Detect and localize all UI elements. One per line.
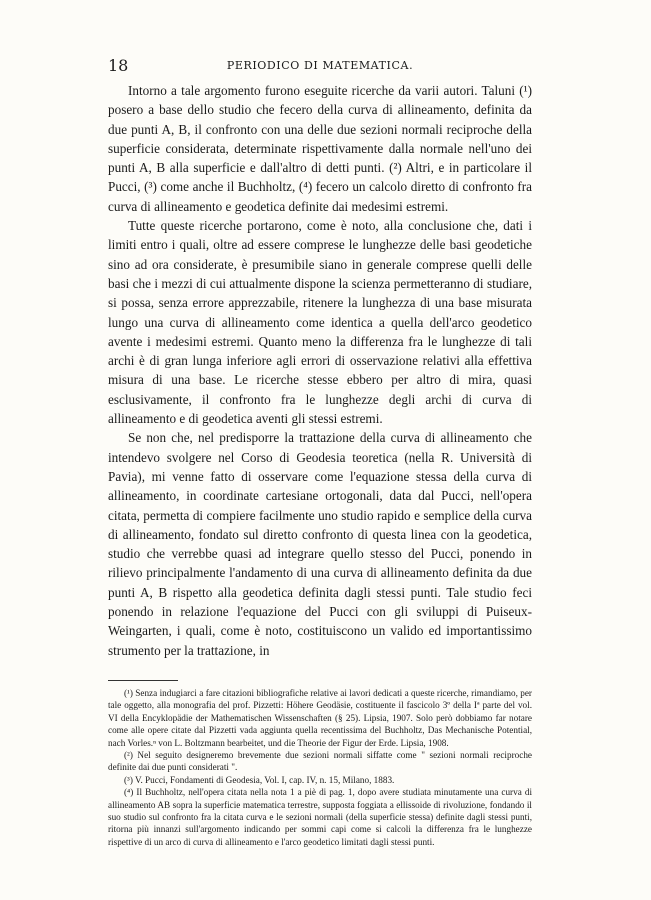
page xyxy=(108,56,532,848)
footnote: (⁴) Il Buchholtz, nell'opera citata nella nota 1 a piè di pag. 1, dopo avere studiata minutamente una curva di allineamento AB sopra la superficie matematica terrestre, supposta foggiata a ellissoide di rivoluzione, fondando il suo studio sul confronto fra la citata curva e le sezioni normali (della superficie stessa) definite dagli stessi punti, ritorna più innanzi sull'argomento indicando per sommi capi come si calcoli la differenza fra le lunghezze rispettive di un arco di curva di allineamento e l'arco geodetico limitati dagli stessi punti. xyxy=(108,787,532,847)
paragraph: Intorno a tale argomento furono eseguite ricerche da varii autori. Taluni (¹) posero a base dello studio che fecero della curva di allineamento, definita da due punti A, B, il confronto con una delle due sezioni normali reciproche della superficie considerata, determinate rispettivamente dalla normale nell'uno dei punti A, B alla superficie e dall'altro di detti punti. (²) Altri, e in particolare il Pucci, (³) come anche il Buchholtz, (⁴) fecero un calcolo diretto di confronto fra curva di allineamento e geodetica definite dai medesimi estremi. xyxy=(108,83,532,214)
page-header xyxy=(108,56,532,78)
footnote-divider xyxy=(108,680,178,681)
page-number: 18 xyxy=(108,56,129,75)
body-text xyxy=(108,81,532,660)
paragraph: Se non che, nel predisporre la trattazione della curva di allineamento che intendevo svolgere nel Corso di Geodesia teoretica (nella R. Università di Pavia), mi venne fatto di osservare come l'equazione stessa della curva di allineamento, in coordinate cartesiane ortogonali, data dal Pucci, nell'opera citata, permetta di compiere facilmente uno studio rapido e semplice della curva di allineamento, fondato sul diretto confronto di questa linea con la geodetica, studio che verrebbe quasi ad integrare quello stesso del Pucci, ponendo in rilievo principalmente l'andamento di una curva di allineamento definita da due punti A, B rispetto alla geodetica definita dagli stessi punti. Tale studio feci ponendo in relazione l'equazione del Pucci con gli sviluppi di Puiseux-Weingarten, i quali, come è noto, costituiscono un valido ed importantissimo strumento per la trattazione, in xyxy=(108,430,532,658)
running-title: PERIODICO DI MATEMATICA. xyxy=(226,59,414,72)
footnote: (³) V. Pucci, Fondamenti di Geodesia, Vol. I, cap. IV, n. 15, Milano, 1883. xyxy=(124,774,395,785)
footnotes xyxy=(108,680,532,848)
paragraph: Tutte queste ricerche portarono, come è noto, alla conclusione che, dati i limiti entro i quali, oltre ad essere comprese le lunghezze delle basi geodetiche sino ad ora considerate, è presumibile siano in generale comprese quelli delle basi che i mezzi di cui attualmente dispone la scienza permetteranno di studiare, si possa, senza errore apprezzabile, ritenere la lunghezza di una base misurata lungo una curva di allineamento come identica a quella dell'arco geodetico avente i medesimi estremi. Quanto meno la differenza fra le lunghezze di tali archi è di gran lunga inferiore agli errori di osservazione relativi alla effettiva misura di una base. Le ricerche stesse ebbero per altro di mira, quasi esclusivamente, il confronto fra le lunghezze degli archi di curva di allineamento e di geodetica aventi gli stessi estremi. xyxy=(108,218,532,427)
footnote: (¹) Senza indugiarci a fare citazioni bibliografiche relative ai lavori dedicati a queste ricerche, rimandiamo, per tale oggetto, alla monografia del prof. Pizzetti: Höhere Geodäsie, costituente il fascicolo 3º della Iª parte del vol. VI della Encyklopädie der Mathematischen Wissenschaften (§ 25). Lipsia, 1907. Solo però dobbiamo far notare come alle opere citate dal Pizzetti vada aggiunta quella recentissima del Buchholtz, Das Mechanische Potential, nach Vorles.ⁿ von L. Boltzmann bearbeitet, und die Theorie der Figur der Erde. Lipsia, 1908. xyxy=(108,687,532,748)
footnote: (²) Nel seguito designeremo brevemente due sezioni normali siffatte come " sezioni normali reciproche definite dai due punti considerati ". xyxy=(108,749,532,773)
